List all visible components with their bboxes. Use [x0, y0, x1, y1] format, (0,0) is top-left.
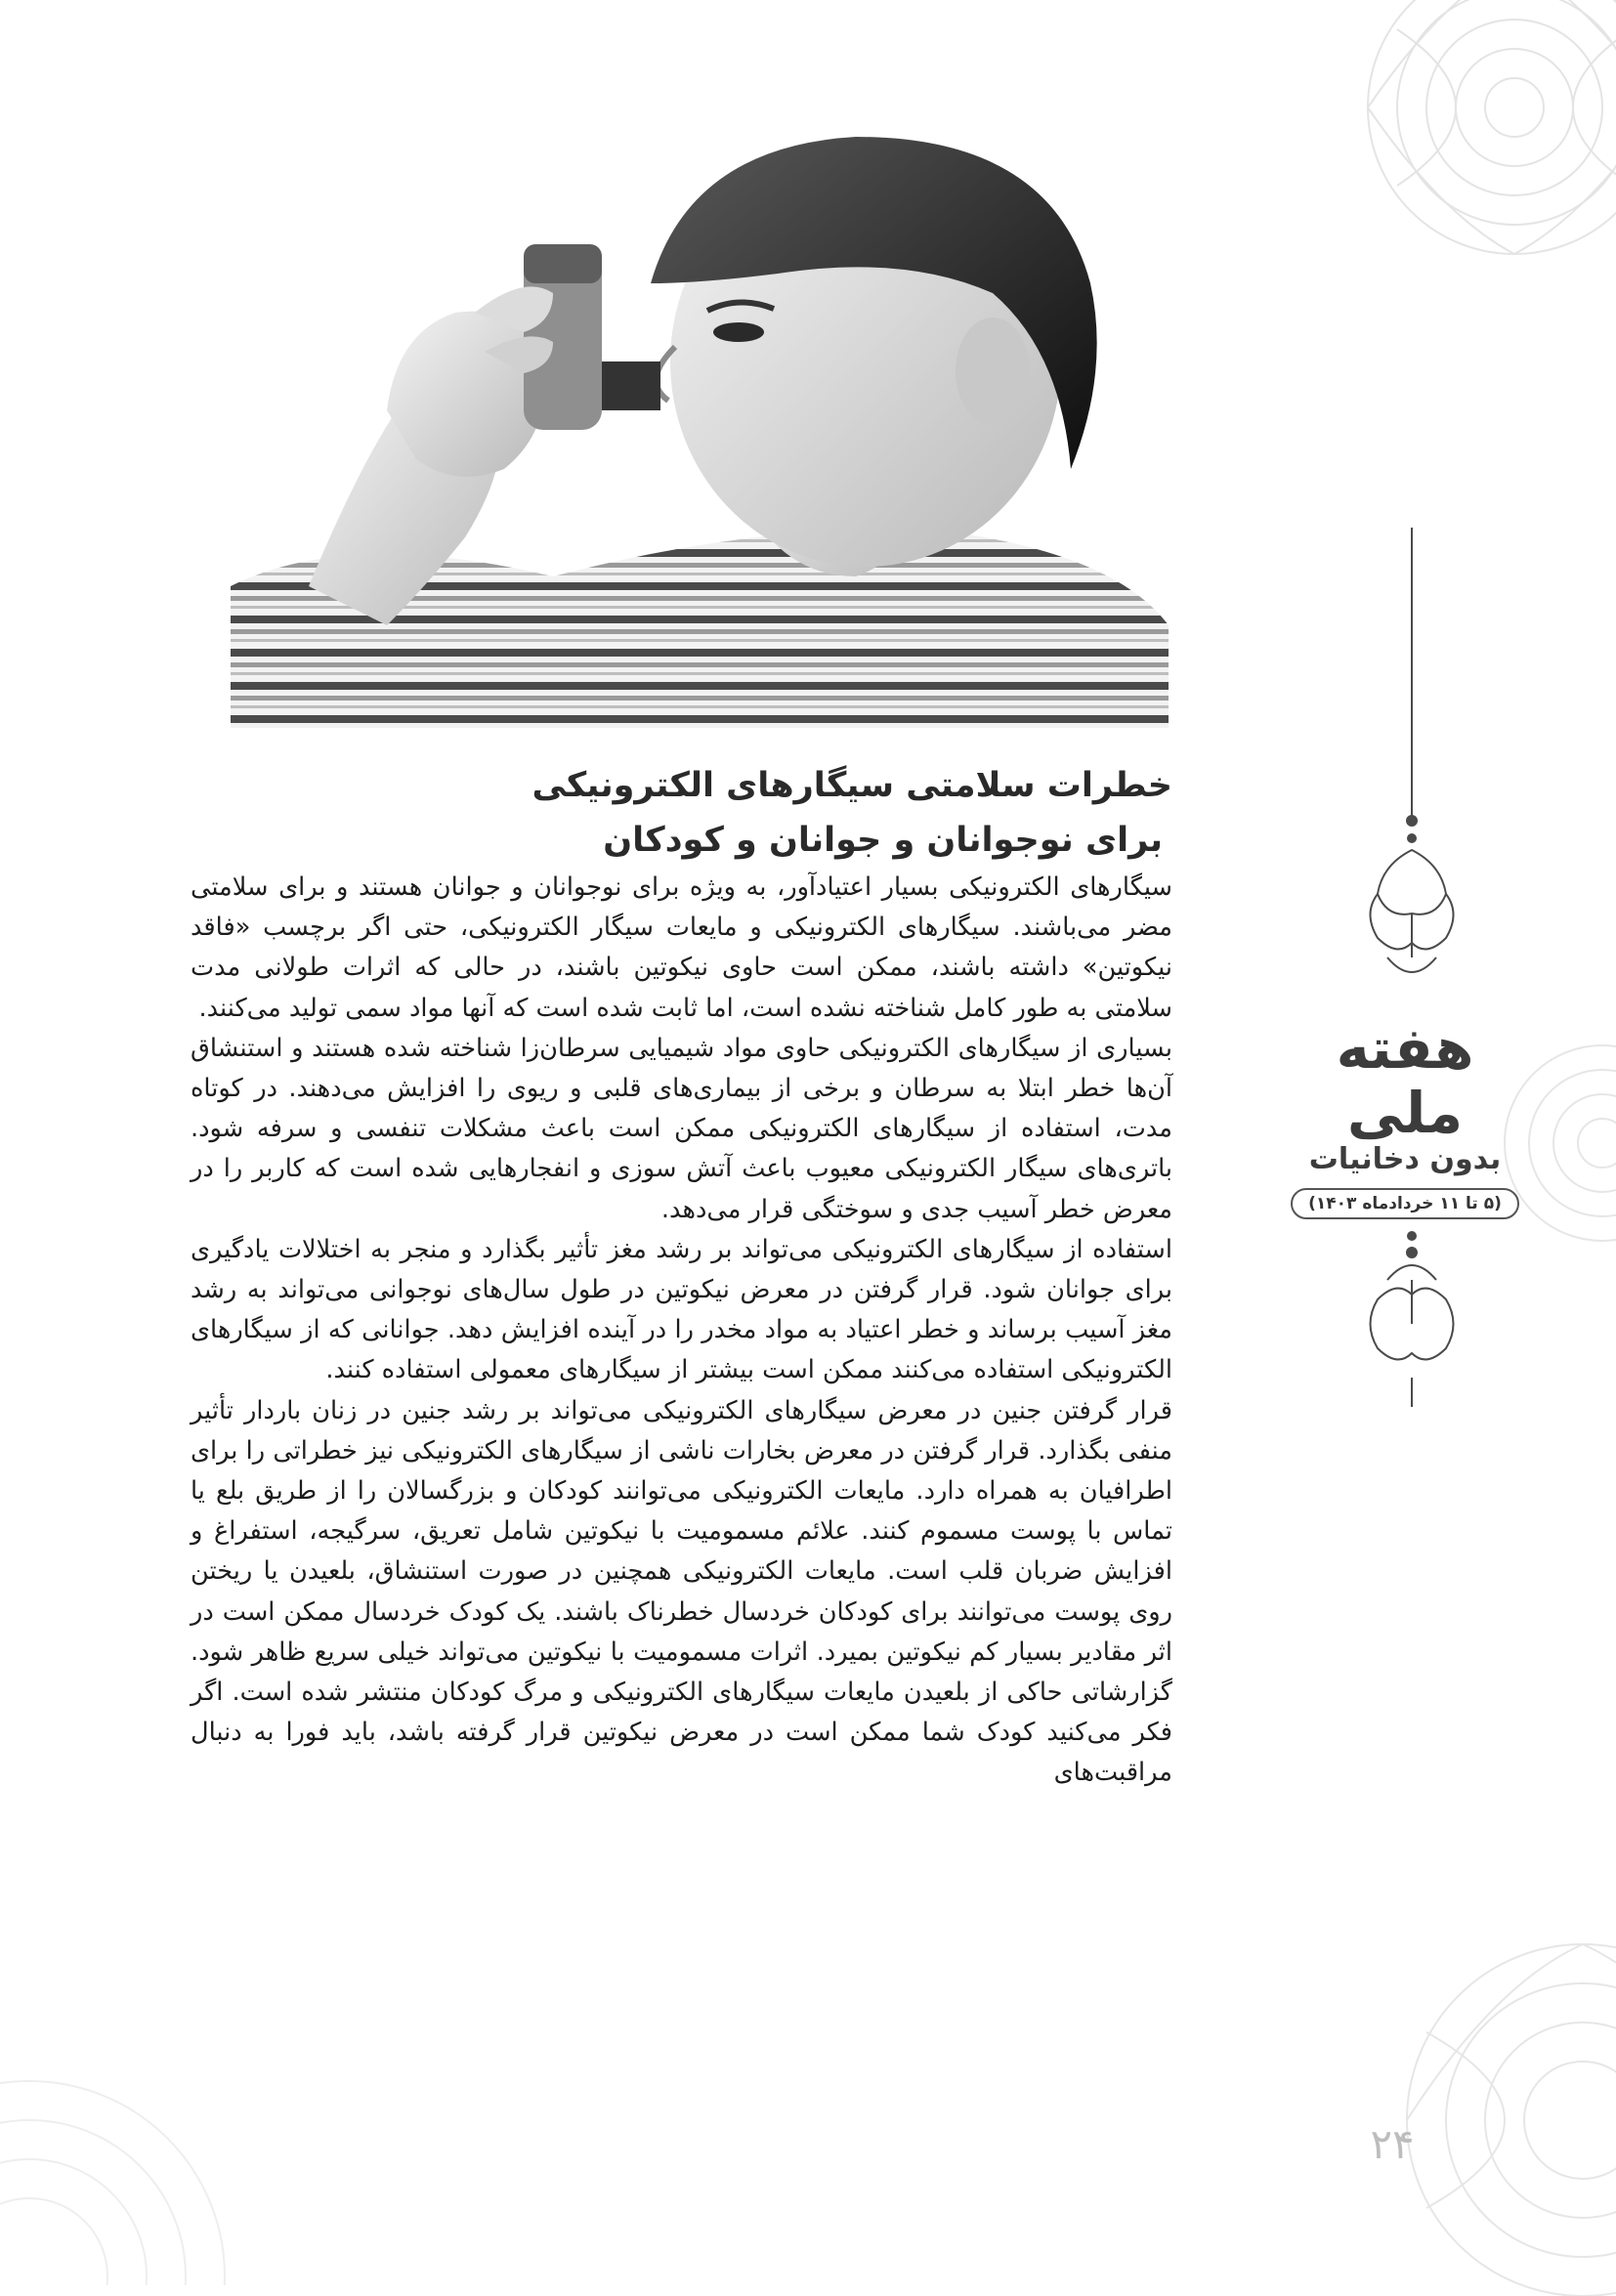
- mandala-ornament-bottom-left: [0, 2032, 234, 2285]
- article-paragraph: استفاده از سیگارهای الکترونیکی می‌تواند بر رشد مغز تأثیر بگذارد و منجر به اختلالات یادگیری برای جوانان شود. قرار گرفتن در معرض نیکوتین در طول سال‌های نوجوانی می‌تواند به رشد مغز آسیب برساند و خطر اعتیاد به مواد مخدر را در آینده افزایش دهد. جوانانی که از سیگارهای الکترونیکی استفاده می‌کنند ممکن است بیشتر از سیگارهای معمولی استفاده کنند.: [191, 1234, 1172, 1385]
- mandala-ornament-bottom-right: [1387, 1905, 1616, 2296]
- article: [191, 758, 1172, 1794]
- article-paragraph: قرار گرفتن جنین در معرض سیگارهای الکترونیکی می‌تواند بر رشد جنین در زنان باردار تأثیر منفی بگذارد. قرار گرفتن در معرض بخارات ناشی از سیگارهای الکترونیکی نیز خطراتی را برای اطرافیان به همراه دارد. مایعات الکترونیکی می‌توانند کودکان و بزرگسالان را از طریق بلع یا تماس با پوست مسموم کنند. علائم مسمومیت با نیکوتین شامل تعریق، سرگیجه، استفراغ و افزایش ضربان قلب است. مایعات الکترونیکی همچنین در صورت استنشاق، بلعیدن یا ریختن روی پوست می‌توانند برای کودکان خردسال خطرناک باشند. یک کودک خردسال ممکن است در اثر مقادیر بسیار کم نیکوتین بمیرد. اثرات مسمومیت با نیکوتین می‌تواند خیلی سریع ظاهر شود. گزارشاتی حاکی از بلعیدن مایعات سیگارهای الکترونیکی و مرگ کودکان منتشر شده است. اگر فکر می‌کنید کودک شما ممکن است در معرض نیکوتین قرار گرفته باشد، باید فورا به دنبال مراقبت‌های: [191, 1395, 1172, 1788]
- page-number: ۲۴: [1370, 2120, 1415, 2168]
- article-paragraph: سیگارهای الکترونیکی بسیار اعتیادآور، به ویژه برای نوجوانان و جوانان هستند و برای سلامتی مضر می‌باشند. سیگارهای الکترونیکی و مایعات سیگار الکترونیکی، حتی اگر برچسب «فاقد نیکوتین» داشته باشند، ممکن است حاوی نیکوتین باشند، در حالی که اثرات طولانی مدت سلامتی به طور کامل شناخته نشده است، اما ثابت شده است که آنها مواد سمی تولید می‌کنند.: [191, 872, 1172, 1023]
- article-title-line-2: برای نوجوانان و جوانان و کودکان: [603, 821, 1163, 860]
- sidebar-ornament: [1270, 528, 1563, 1407]
- logo-title: هفته ملی: [1336, 1015, 1474, 1146]
- article-title: [191, 758, 1172, 868]
- article-title-line-1: خطرات سلامتی سیگارهای الکترونیکی: [532, 766, 1172, 805]
- logo-date-badge: (۵ تا ۱۱ خردادماه ۱۴۰۳): [1291, 1188, 1519, 1219]
- article-paragraph: بسیاری از سیگارهای الکترونیکی حاوی مواد شیمیایی سرطان‌زا شناخته شده هستند و استنشاق آن‌ها خطر ابتلا به سرطان و برخی از بیماری‌های قلبی و ریوی را افزایش می‌دهند. در کوتاه مدت، استفاده از سیگارهای الکترونیکی ممکن است باعث مشکلات تنفسی و سرفه شود. باتری‌های سیگار الکترونیکی معیوب باعث آتش سوزی و انفجارهایی شده است که کاربر را در معرض خطر آسیب جدی و سوختگی قرار می‌دهد.: [191, 1033, 1172, 1224]
- week-logo: [1288, 1016, 1522, 1219]
- boy-with-inhaler-photo: [231, 117, 1169, 728]
- article-body: [191, 868, 1172, 1794]
- logo-subtitle: بدون دخانیات: [1308, 1142, 1502, 1176]
- mandala-ornament-top-right: [1270, 0, 1616, 352]
